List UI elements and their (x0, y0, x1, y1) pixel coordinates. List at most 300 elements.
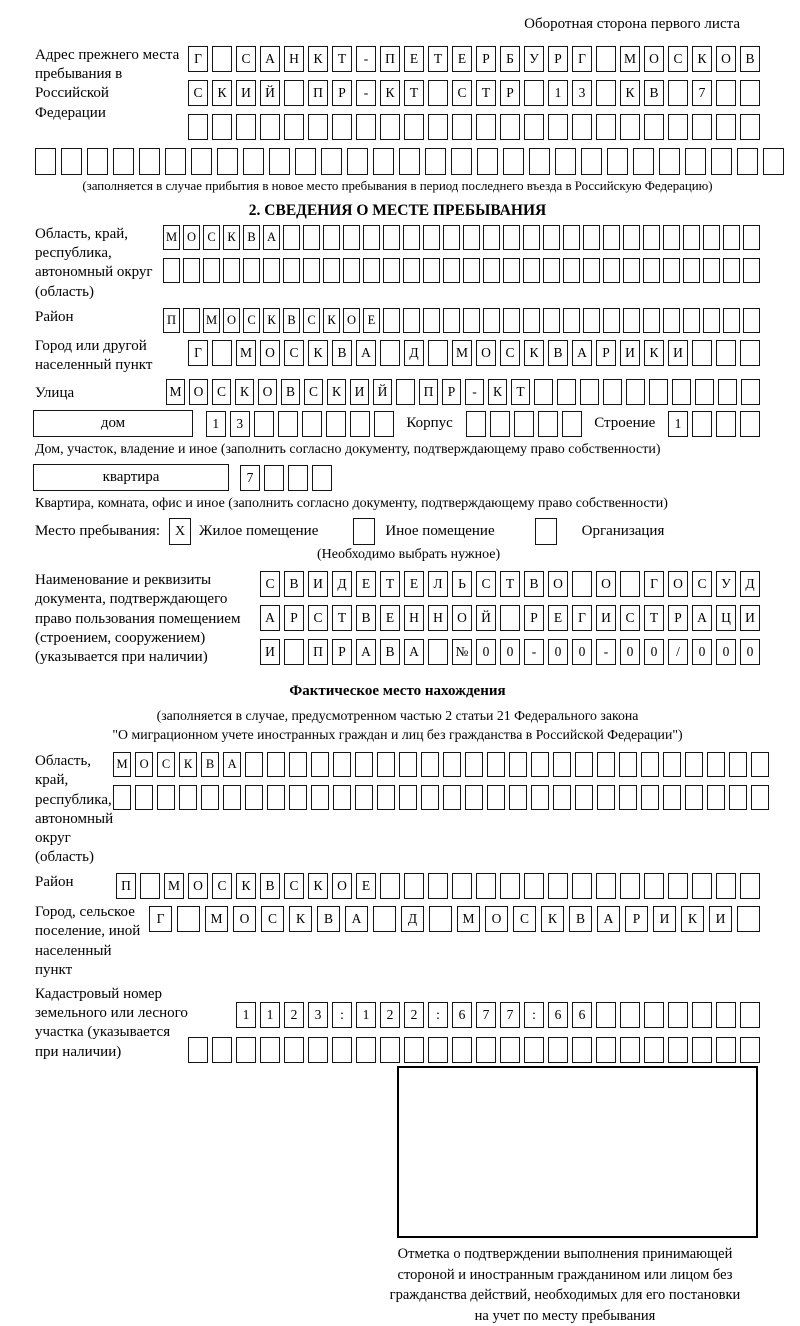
char-cell (716, 340, 736, 366)
district-label: Район (35, 308, 74, 325)
char-cell (692, 1037, 712, 1063)
char-cell: С (620, 605, 640, 631)
char-cell (163, 258, 180, 283)
char-cell (188, 1037, 208, 1063)
char-cell (649, 379, 668, 405)
char-cell (523, 308, 540, 333)
apartment-box-label: квартира (33, 464, 229, 491)
char-cell (465, 785, 483, 810)
char-cell: 3 (572, 80, 592, 106)
street-block (35, 379, 760, 405)
char-cell: К (289, 906, 312, 932)
char-cell: Д (332, 571, 352, 597)
char-cell (383, 225, 400, 250)
char-cell (596, 46, 616, 72)
char-cell (641, 785, 659, 810)
char-cell (363, 258, 380, 283)
char-cell (723, 258, 740, 283)
stamp-caption-line1: Отметка о подтверждении выполнения принимающей (397, 1246, 733, 1262)
actual-location-note-line1: (заполняется в случае, предусмотренном частью 2 статьи 21 Федерального закона (156, 708, 639, 724)
char-cell: Т (476, 80, 496, 106)
char-cell (668, 114, 688, 140)
document-row-2 (260, 605, 760, 631)
char-cell (323, 258, 340, 283)
option-organization-label: Организация (581, 523, 665, 540)
char-cell (723, 225, 740, 250)
char-cell (529, 148, 550, 175)
actual-region-rows (113, 752, 769, 810)
stamp-caption-line3: гражданства действий, необходимых для его постановки (389, 1287, 741, 1304)
char-cell: О (548, 571, 568, 597)
char-cell (644, 114, 664, 140)
char-cell (350, 411, 370, 437)
char-cell: А (260, 46, 280, 72)
char-cell: В (317, 906, 340, 932)
char-cell (308, 1037, 328, 1063)
char-cell: 0 (716, 639, 736, 665)
char-cell: 0 (740, 639, 760, 665)
char-cell (514, 411, 534, 437)
char-cell: О (343, 308, 360, 333)
apartment-note: Квартира, комната, офис и иное (заполнить согласно документу, подтверждающему право собственности) (35, 496, 668, 512)
char-cell: К (223, 225, 240, 250)
char-cell (741, 379, 760, 405)
city-label: Город или другой населенный пункт (35, 337, 153, 373)
char-cell: Г (188, 340, 208, 366)
char-cell (633, 148, 654, 175)
char-cell (607, 148, 628, 175)
char-cell: Е (404, 46, 424, 72)
char-cell: О (476, 340, 496, 366)
char-cell (548, 873, 568, 899)
char-cell (692, 114, 712, 140)
char-cell (428, 639, 448, 665)
char-cell (212, 114, 232, 140)
char-cell: С (203, 225, 220, 250)
char-cell (503, 308, 520, 333)
char-cell: О (135, 752, 153, 777)
char-cell: Е (548, 605, 568, 631)
char-cell (269, 148, 290, 175)
char-cell: 6 (548, 1002, 568, 1028)
char-cell: / (668, 639, 688, 665)
char-cell (333, 752, 351, 777)
char-cell (428, 1037, 448, 1063)
actual-region-row-1 (113, 752, 769, 777)
char-cell (572, 873, 592, 899)
char-cell (333, 785, 351, 810)
char-cell (534, 379, 553, 405)
char-cell (572, 114, 592, 140)
document-row-3 (260, 639, 760, 665)
char-cell: - (356, 80, 376, 106)
char-cell (509, 785, 527, 810)
char-cell (61, 148, 82, 175)
char-cell (596, 80, 616, 106)
document-block (35, 571, 760, 667)
char-cell: Р (668, 605, 688, 631)
char-cell: Й (260, 80, 280, 106)
char-cell (707, 752, 725, 777)
char-cell (711, 148, 732, 175)
apartment-block (35, 464, 760, 491)
char-cell (503, 225, 520, 250)
char-cell: О (260, 340, 280, 366)
region-block (35, 225, 760, 302)
char-cell: И (236, 80, 256, 106)
char-cell (312, 465, 332, 491)
prev-address-note: (заполняется в случае прибытия в новое место пребывания в период последнего въезда в Российскую Федерацию) (82, 179, 713, 193)
char-cell: Т (332, 605, 352, 631)
char-cell (668, 1037, 688, 1063)
char-cell (403, 225, 420, 250)
char-cell: Б (500, 46, 520, 72)
char-cell: С (284, 340, 304, 366)
char-cell: 1 (668, 411, 688, 437)
region-rows (163, 225, 760, 283)
char-cell: Л (428, 571, 448, 597)
korpus-label: Корпус (406, 415, 453, 432)
document-row-1 (260, 571, 760, 597)
apartment-row (240, 465, 332, 491)
char-cell (463, 308, 480, 333)
char-cell (423, 258, 440, 283)
char-cell (509, 752, 527, 777)
char-cell (692, 873, 712, 899)
char-cell (487, 752, 505, 777)
char-cell (476, 1037, 496, 1063)
char-cell: М (164, 873, 184, 899)
char-cell (603, 379, 622, 405)
char-cell: С (260, 571, 280, 597)
stamp-caption (365, 1244, 765, 1326)
char-cell: А (404, 639, 424, 665)
char-cell (423, 308, 440, 333)
char-cell: К (644, 340, 664, 366)
char-cell (716, 411, 736, 437)
actual-region-row-2 (113, 785, 769, 810)
char-cell (740, 1037, 760, 1063)
char-cell: А (260, 605, 280, 631)
char-cell (343, 258, 360, 283)
char-cell (326, 411, 346, 437)
char-cell (524, 114, 544, 140)
char-cell (500, 605, 520, 631)
char-cell (363, 225, 380, 250)
city-block (35, 337, 760, 375)
char-cell: О (716, 46, 736, 72)
char-cell (476, 873, 496, 899)
char-cell (165, 148, 186, 175)
char-cell: К (212, 80, 232, 106)
char-cell (295, 148, 316, 175)
char-cell: У (524, 46, 544, 72)
char-cell (428, 873, 448, 899)
char-cell (140, 873, 160, 899)
char-cell (716, 1002, 736, 1028)
char-cell: И (620, 340, 640, 366)
char-cell: М (452, 340, 472, 366)
char-cell: С (668, 46, 688, 72)
char-cell (311, 785, 329, 810)
char-cell (452, 114, 472, 140)
char-cell (672, 379, 691, 405)
char-cell (575, 752, 593, 777)
char-cell: И (260, 639, 280, 665)
char-cell (443, 785, 461, 810)
char-cell: Т (404, 80, 424, 106)
char-cell: М (166, 379, 185, 405)
char-cell: П (308, 639, 328, 665)
char-cell (740, 873, 760, 899)
char-cell (683, 225, 700, 250)
char-cell: И (596, 605, 616, 631)
char-cell (707, 785, 725, 810)
char-cell (729, 752, 747, 777)
actual-location-note (35, 706, 760, 744)
char-cell (581, 148, 602, 175)
char-cell: С (243, 308, 260, 333)
char-cell (763, 148, 784, 175)
char-cell (383, 308, 400, 333)
char-cell (466, 411, 486, 437)
char-cell (404, 114, 424, 140)
char-cell (283, 225, 300, 250)
char-cell: К (308, 340, 328, 366)
char-cell (663, 752, 681, 777)
char-cell (685, 785, 703, 810)
char-cell (692, 411, 712, 437)
char-cell (583, 258, 600, 283)
char-cell (524, 1037, 544, 1063)
char-cell: Е (363, 308, 380, 333)
char-cell: В (283, 308, 300, 333)
char-cell (308, 114, 328, 140)
stay-type-block (35, 518, 760, 545)
char-cell (740, 80, 760, 106)
char-cell: С (261, 906, 284, 932)
char-cell: В (281, 379, 300, 405)
char-cell: К (524, 340, 544, 366)
char-cell (751, 752, 769, 777)
char-cell: 0 (644, 639, 664, 665)
region-row-1 (163, 225, 760, 250)
char-cell (236, 114, 256, 140)
char-cell (603, 308, 620, 333)
actual-region-label: Область, край, республика, автономный округ (область) (35, 753, 114, 866)
char-cell (183, 258, 200, 283)
district-block (35, 308, 760, 333)
char-cell: 7 (692, 80, 712, 106)
char-cell (619, 785, 637, 810)
char-cell (557, 379, 576, 405)
korpus-row (466, 411, 582, 437)
char-cell (421, 752, 439, 777)
char-cell (523, 258, 540, 283)
char-cell: С (212, 379, 231, 405)
char-cell (423, 225, 440, 250)
char-cell: Н (404, 605, 424, 631)
char-cell (659, 148, 680, 175)
char-cell: И (308, 571, 328, 597)
char-cell (500, 873, 520, 899)
char-cell (490, 411, 510, 437)
char-cell (543, 308, 560, 333)
char-cell (288, 465, 308, 491)
char-cell: 0 (692, 639, 712, 665)
char-cell: М (205, 906, 228, 932)
char-cell (555, 148, 576, 175)
char-cell: С (212, 873, 232, 899)
char-cell (563, 258, 580, 283)
char-cell: В (243, 225, 260, 250)
char-cell (743, 225, 760, 250)
char-cell (203, 258, 220, 283)
char-cell: К (323, 308, 340, 333)
char-cell (553, 752, 571, 777)
char-cell: О (183, 225, 200, 250)
char-cell (264, 465, 284, 491)
char-cell (524, 80, 544, 106)
stay-type-note: (Необходимо выбрать нужное) (317, 547, 501, 563)
actual-location-title: Фактическое место нахождения (289, 683, 506, 700)
char-cell (355, 752, 373, 777)
char-cell (463, 258, 480, 283)
char-cell (452, 873, 472, 899)
char-cell (580, 379, 599, 405)
char-cell (563, 225, 580, 250)
char-cell: Р (476, 46, 496, 72)
char-cell (217, 148, 238, 175)
char-cell (477, 148, 498, 175)
house-note: Дом, участок, владение и иное (заполнить согласно документу, подтверждающему право собственности) (35, 442, 661, 458)
char-cell (243, 258, 260, 283)
char-cell (596, 114, 616, 140)
char-cell: В (740, 46, 760, 72)
char-cell (737, 148, 758, 175)
char-cell (428, 340, 448, 366)
char-cell (716, 114, 736, 140)
char-cell (740, 1002, 760, 1028)
char-cell (87, 148, 108, 175)
char-cell: С (157, 752, 175, 777)
char-cell (465, 752, 483, 777)
char-cell (716, 1037, 736, 1063)
char-cell (668, 80, 688, 106)
char-cell: 0 (620, 639, 640, 665)
stroenie-label: Строение (594, 415, 656, 432)
char-cell (380, 114, 400, 140)
prev-address-block (35, 46, 760, 140)
char-cell (683, 308, 700, 333)
char-cell (716, 873, 736, 899)
char-cell: И (653, 906, 676, 932)
char-cell (403, 258, 420, 283)
char-cell: Т (511, 379, 530, 405)
char-cell (483, 258, 500, 283)
cadastral-label: Кадастровый номер земельного или лесного участка (указывается при наличии) (35, 986, 188, 1060)
char-cell (399, 752, 417, 777)
char-cell: С (308, 605, 328, 631)
char-cell (302, 411, 322, 437)
char-cell (332, 114, 352, 140)
char-cell: Д (740, 571, 760, 597)
char-cell (223, 258, 240, 283)
char-cell (212, 1037, 232, 1063)
char-cell (644, 1002, 664, 1028)
char-cell: О (258, 379, 277, 405)
char-cell (463, 225, 480, 250)
char-cell: 7 (240, 465, 260, 491)
prev-address-row-4 (35, 148, 760, 175)
char-cell: А (263, 225, 280, 250)
char-cell: М (236, 340, 256, 366)
street-label: Улица (35, 385, 75, 402)
char-cell (321, 148, 342, 175)
char-cell: Р (500, 80, 520, 106)
char-cell: Й (373, 379, 392, 405)
char-cell: Ь (452, 571, 472, 597)
char-cell: В (380, 639, 400, 665)
char-cell: С (284, 873, 304, 899)
char-cell: Е (356, 873, 376, 899)
char-cell: П (308, 80, 328, 106)
char-cell (113, 148, 134, 175)
char-cell (223, 785, 241, 810)
char-cell: К (380, 80, 400, 106)
char-cell (523, 225, 540, 250)
char-cell (267, 752, 285, 777)
char-cell: С (236, 46, 256, 72)
char-cell (377, 785, 395, 810)
char-cell (620, 114, 640, 140)
char-cell: - (465, 379, 484, 405)
char-cell (451, 148, 472, 175)
char-cell: Д (401, 906, 424, 932)
prev-address-row-3 (188, 114, 760, 140)
char-cell (538, 411, 558, 437)
actual-location-note-line2: "О миграционном учете иностранных граждан и лиц без гражданства в Российской Федерации") (112, 727, 683, 743)
stay-type-label: Место пребывания: (35, 523, 160, 540)
char-cell (531, 752, 549, 777)
char-cell (212, 46, 232, 72)
char-cell (603, 258, 620, 283)
char-cell (643, 225, 660, 250)
char-cell: А (356, 340, 376, 366)
cadastral-rows (188, 1002, 760, 1063)
char-cell (603, 225, 620, 250)
char-cell (548, 1037, 568, 1063)
char-cell (500, 114, 520, 140)
char-cell (692, 1002, 712, 1028)
char-cell: : (428, 1002, 448, 1028)
char-cell: К (179, 752, 197, 777)
char-cell (284, 639, 304, 665)
char-cell: Т (380, 571, 400, 597)
char-cell (703, 225, 720, 250)
char-cell: П (380, 46, 400, 72)
char-cell (377, 752, 395, 777)
char-cell (575, 785, 593, 810)
char-cell: Р (284, 605, 304, 631)
char-cell: Е (452, 46, 472, 72)
char-cell (703, 258, 720, 283)
char-cell (374, 411, 394, 437)
char-cell (548, 114, 568, 140)
cadastral-block (35, 985, 760, 1063)
char-cell: - (596, 639, 616, 665)
char-cell: 1 (356, 1002, 376, 1028)
